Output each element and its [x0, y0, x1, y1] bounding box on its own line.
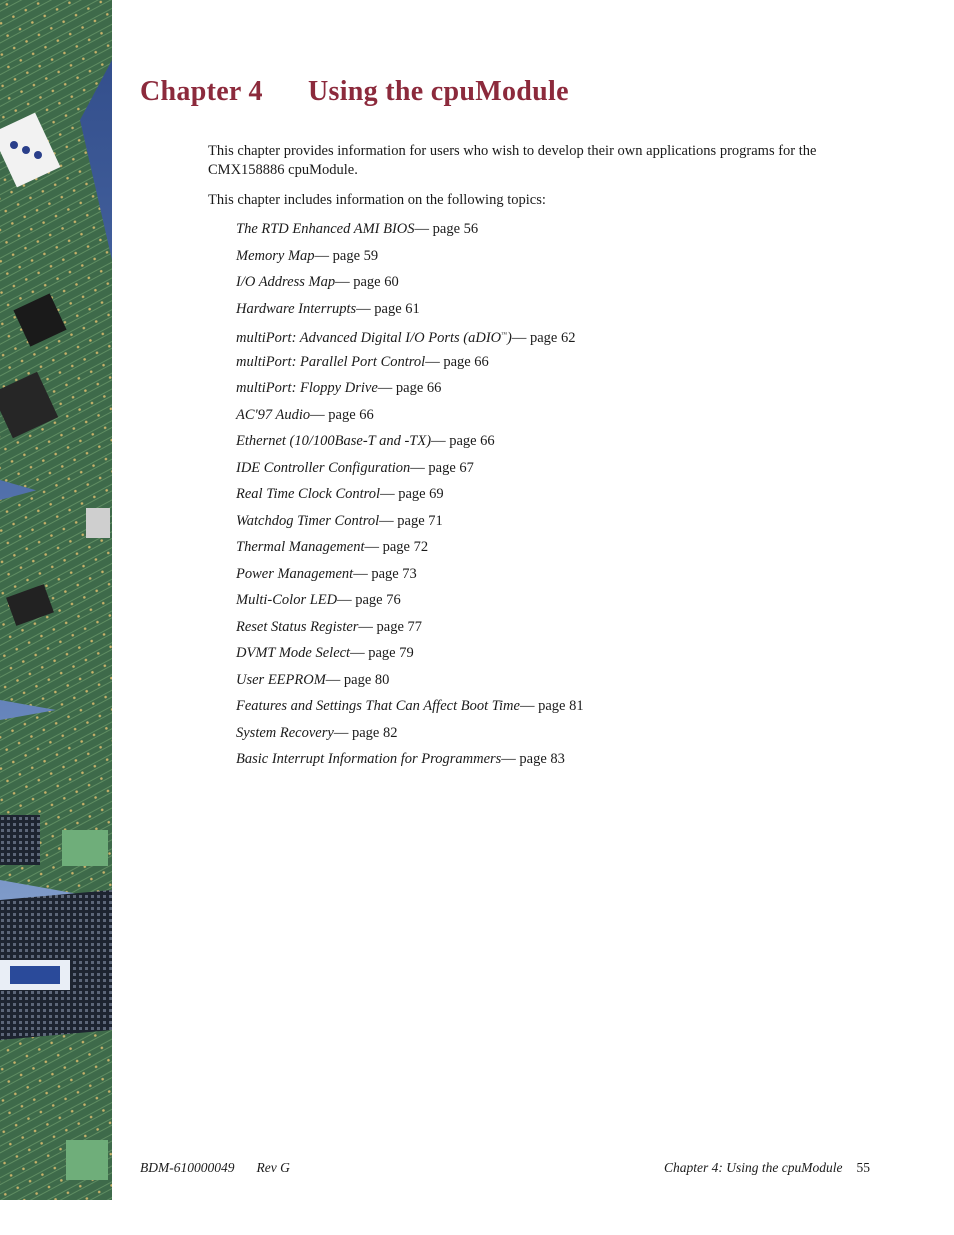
chapter-heading: [140, 76, 569, 108]
topic-page: — page 72: [364, 539, 429, 555]
topic-item[interactable]: [236, 643, 584, 670]
topic-link[interactable]: I/O Address Map: [236, 274, 336, 290]
topic-page: — page 69: [380, 486, 444, 502]
topic-item[interactable]: [236, 484, 584, 511]
topic-item[interactable]: [236, 537, 584, 564]
topic-link[interactable]: Thermal Management: [236, 539, 365, 555]
topic-page: — page 81: [519, 698, 584, 714]
topic-link[interactable]: multiPort: Parallel Port Control: [236, 353, 426, 370]
topic-item[interactable]: [236, 723, 584, 750]
topic-link[interactable]: Hardware Interrupts: [236, 300, 357, 317]
topic-item[interactable]: [236, 590, 584, 617]
page-number: 55: [856, 1160, 870, 1175]
topic-list: [236, 219, 584, 776]
topic-page: — page 80: [325, 671, 390, 688]
topic-page: — page 66: [425, 353, 489, 370]
topic-link[interactable]: Memory Map: [236, 247, 315, 264]
topic-page: — page 73: [353, 565, 417, 582]
topic-link[interactable]: Power Management: [236, 565, 354, 582]
topic-link-text: multiPort: Advanced Digital I/O Ports (aDIO: [236, 330, 502, 346]
chapter-number: Chapter 4: [140, 76, 263, 107]
topic-item[interactable]: [236, 219, 584, 246]
topics-lead-in: This chapter includes information on the following topics:: [208, 192, 546, 208]
topic-link[interactable]: Real Time Clock Control: [236, 486, 381, 502]
topic-page: — page 83: [501, 751, 565, 767]
topic-item[interactable]: [236, 378, 584, 405]
topic-item[interactable]: [236, 272, 584, 299]
topic-item[interactable]: [236, 670, 584, 697]
topic-link[interactable]: Multi-Color LED: [236, 592, 338, 608]
topic-link[interactable]: DVMT Mode Select: [236, 645, 351, 661]
topic-link-text-end: ): [507, 330, 512, 346]
topic-page: — page 66: [431, 433, 495, 449]
topic-page: — page 77: [358, 618, 423, 635]
topic-link[interactable]: multiPort: Floppy Drive: [236, 380, 378, 396]
topic-page: — page 76: [337, 592, 401, 608]
topic-item[interactable]: [236, 325, 584, 352]
topic-page: — page 60: [335, 274, 399, 290]
topic-link[interactable]: The RTD Enhanced AMI BIOS: [236, 221, 415, 237]
topic-item[interactable]: [236, 617, 584, 644]
topic-page: — page 66: [310, 406, 374, 423]
topic-page: — page 59: [314, 247, 379, 264]
footer-left: [140, 1160, 290, 1176]
topic-link[interactable]: [236, 330, 512, 346]
topic-item[interactable]: [236, 405, 584, 432]
topic-item[interactable]: [236, 511, 584, 538]
revision: Rev G: [256, 1160, 290, 1175]
document-id: BDM-610000049: [140, 1160, 235, 1175]
topic-item[interactable]: [236, 696, 584, 723]
topic-page: — page 71: [379, 512, 443, 529]
topic-page: — page 66: [377, 380, 442, 396]
topic-page: — page 61: [356, 300, 420, 317]
topic-item[interactable]: [236, 431, 584, 458]
topic-link[interactable]: AC'97 Audio: [236, 406, 311, 423]
topic-link[interactable]: Features and Settings That Can Affect Boot Time: [236, 698, 520, 714]
chapter-intro: [208, 142, 848, 210]
topic-link[interactable]: User EEPROM: [236, 671, 326, 688]
topic-link[interactable]: Watchdog Timer Control: [236, 512, 380, 529]
topic-link[interactable]: IDE Controller Configuration: [236, 459, 411, 476]
topic-item[interactable]: [236, 749, 584, 776]
topic-page: — page 56: [414, 221, 479, 237]
topic-item[interactable]: [236, 564, 584, 591]
topic-page: — page 62: [511, 330, 576, 346]
topic-link[interactable]: System Recovery: [236, 724, 334, 741]
footer-right: [664, 1160, 870, 1176]
trademark-mark: ™: [501, 332, 508, 338]
topic-link[interactable]: Reset Status Register: [236, 618, 359, 635]
chapter-title-text: Using the cpuModule: [308, 76, 569, 107]
topic-link[interactable]: Basic Interrupt Information for Programmers: [236, 751, 502, 767]
topic-item[interactable]: [236, 246, 584, 273]
topic-page: — page 79: [350, 645, 414, 661]
topic-item[interactable]: [236, 299, 584, 326]
topic-page: — page 67: [410, 459, 474, 476]
intro-paragraph: This chapter provides information for users who wish to develop their own applications programs for the CMX158886 cpuModule.: [208, 143, 817, 178]
topic-link[interactable]: Ethernet (10/100Base-T and -TX): [236, 433, 432, 449]
footer-chapter-ref: Chapter 4: Using the cpuModule: [664, 1160, 843, 1175]
topic-page: — page 82: [333, 724, 398, 741]
circuit-board-image: [0, 0, 112, 1235]
side-photo-strip: [0, 0, 112, 1235]
topic-item[interactable]: [236, 458, 584, 485]
topic-item[interactable]: [236, 352, 584, 379]
